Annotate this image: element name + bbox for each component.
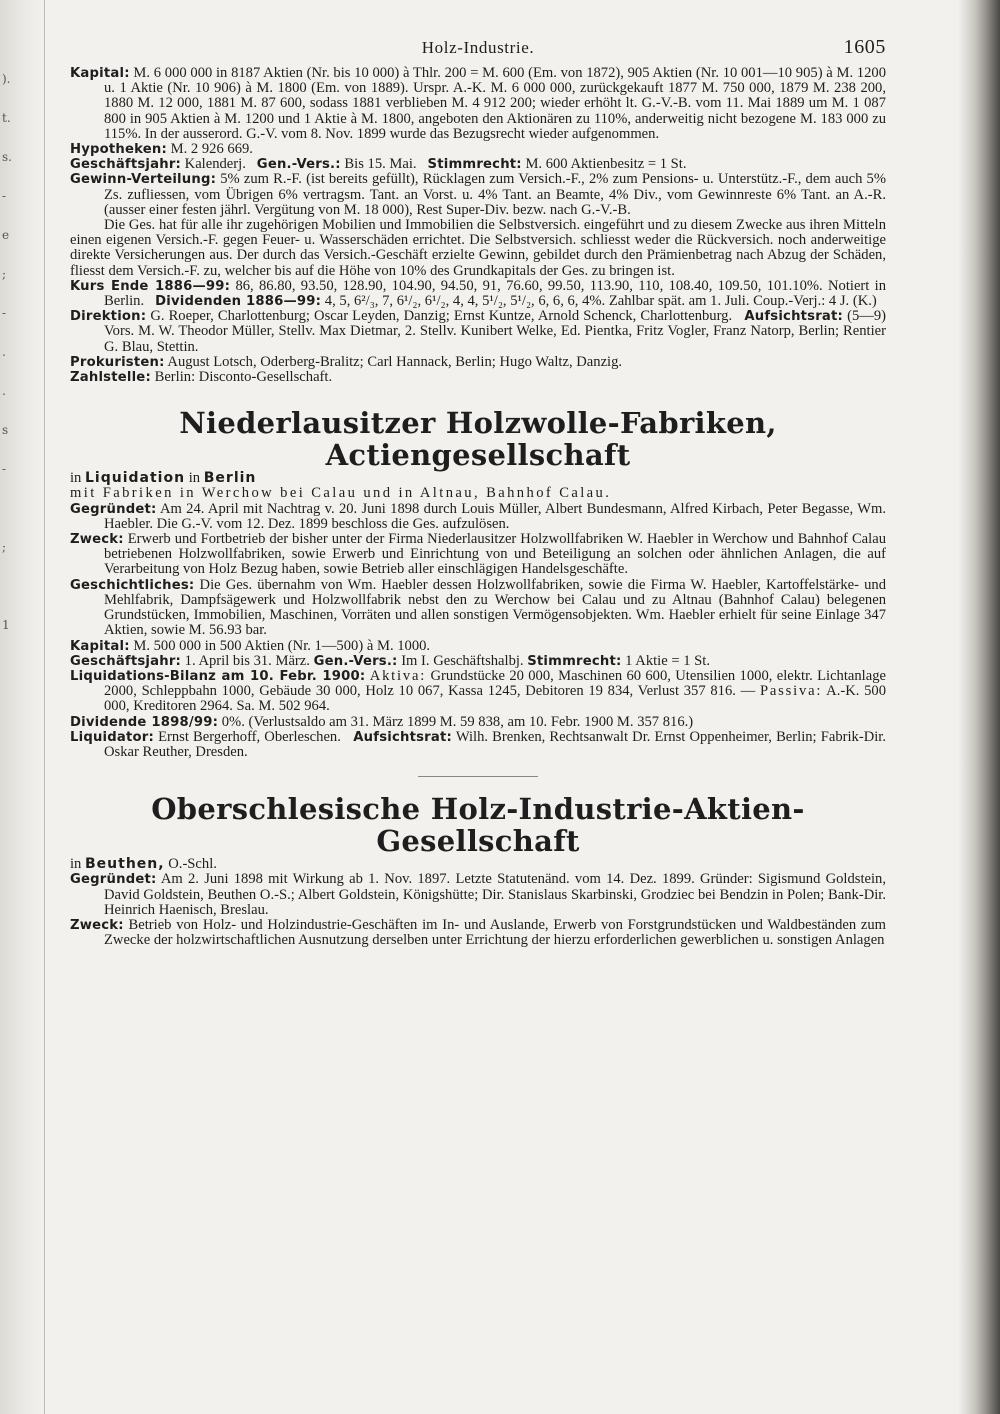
- gegruendet-text-2: Am 2. Juni 1898 mit Wirkung ab 1. Nov. 1897. Letzte Statutenänd. vom 14. Dez. 1899. Gründer: Sigismund Goldstein, David Goldstein, Beuthen O.-S.; Albert Goldstein, Königshütte; Dir. Stanislaus Skarbinski, Grodziec bei Bendzin in Polen; Bank-Dir. Heinrich Haenisch, Breslau.: [104, 871, 886, 918]
- margin-mark: s.: [2, 150, 12, 164]
- bilanz-label: Liquidations-Bilanz am 10. Febr. 1900:: [70, 668, 366, 684]
- prokuristen-text: August Lotsch, Oderberg-Bralitz; Carl Hannack, Berlin; Hugo Waltz, Danzig.: [167, 353, 623, 370]
- geschichtliches-label: Geschichtliches:: [70, 577, 195, 593]
- margin-mark: t.: [2, 111, 11, 125]
- dividenden-text: 4, 5, 6²/₃, 7, 6¹/₂, 6¹/₂, 4, 4, 5¹/₂, 5¹/₂, 6, 6, 6, 4%. Zahlbar spät. am 1. Juli. Coup.-Verj.: 4 J. (K.): [324, 293, 877, 310]
- zahlstelle-text: Berlin: Disconto-Gesellschaft.: [154, 369, 333, 386]
- sub-city-2: Beuthen,: [85, 856, 165, 873]
- zweck-text-2: Betrieb von Holz- und Holzindustrie-Geschäften im In- und Auslande, Erwerb von Forstgrundstücken und Waldbeständen zum Zwecke der holzwirtschaftlichen Ausnutzung derselben unter Errichtung der hierzu erforderlichen gewerblichen u. sonstigen Anlagen: [104, 916, 887, 949]
- geschaeftsjahr-paragraph: [70, 157, 886, 172]
- kurs-text: 86, 86.80, 93.50, 128.90, 104.90, 94.50, 91, 76.60, 99.50, 113.90, 110, 108.40, 109.50, 101.10%. Notiert in Berlin.: [104, 277, 886, 310]
- margin-mark: -: [2, 462, 7, 476]
- genvers-text: Bis 15. Mai.: [344, 156, 417, 173]
- entry-niederlausitzer: [70, 407, 886, 760]
- direktion-label: Direktion:: [70, 309, 147, 325]
- genvers-label-2: Gen.-Vers.:: [313, 653, 398, 669]
- geschaeftsjahr-label-2: Geschäftsjahr:: [70, 653, 181, 669]
- company-subtitle-2: [70, 857, 886, 872]
- prokuristen-paragraph: [70, 355, 886, 370]
- geschaeftsjahr-paragraph-2: [70, 654, 886, 669]
- genvers-text-2: Im I. Geschäftshalbj.: [401, 652, 524, 669]
- margin-mark: 1: [2, 618, 10, 632]
- prokuristen-label: Prokuristen:: [70, 354, 165, 370]
- dividenden-label: Dividenden 1886—99:: [155, 294, 322, 310]
- company-location: mit Fabriken in Werchow bei Calau und in Altnau, Bahnhof Calau.: [70, 485, 612, 502]
- zahlstelle-label: Zahlstelle:: [70, 370, 151, 386]
- page-number: 1605: [843, 36, 886, 58]
- gewinn-text: 5% zum R.-F. (ist bereits gefüllt), Rücklagen zum Versich.-F., 2% zum Pensions- u. Unterstütz.-F., dem auch 5% Zs. zufliessen, vom Übrigen 6% vertragsm. Tant. an Vorst. u. 4% Tant. an Beamte, 4% Div., vom Gewinnreste 6% Tant. an A.-R. (ausser einer festen jährl. Vergütung von M. 18 000), Rest Super-Div. bezw. nach G.-V.-B.: [104, 171, 886, 218]
- aufsichtsrat-label: Aufsichtsrat:: [744, 309, 844, 325]
- running-head-title: Holz-Industrie.: [421, 38, 535, 57]
- gegruendet-label: Gegründet:: [70, 501, 157, 517]
- geschichtliches-text: Die Ges. übernahm von Wm. Haebler dessen Holzwollfabriken, sowie die Firma W. Haebler, Kartoffelstärke- und Mehlfabrik, Dampfsägewerk und Holzwollfabrik nebst den zu Werchow bei Calau und zu Altnau (Bahnhof Calau) belegenen Grundstücken, Immobilien, Maschinen, Vorräten und allen sonstigen Vermögensobjekten. Wm. Haebler erhielt für seine Einlage 347 Aktien, sowie M. 56.93 bar.: [104, 576, 886, 639]
- gewinn-label: Gewinn-Verteilung:: [70, 172, 217, 188]
- running-head: [70, 36, 886, 66]
- bilanz-aktiva-word: Aktiva:: [369, 667, 427, 684]
- margin-mark: [2, 762, 14, 801]
- liquidator-text: Ernst Bergerhoff, Oberleschen.: [158, 728, 341, 745]
- hypotheken-label: Hypotheken:: [70, 142, 167, 158]
- bilanz-paragraph: [70, 669, 886, 715]
- left-page-gutter: [0, 0, 45, 1414]
- margin-mark: s: [2, 423, 9, 437]
- kapital-paragraph: [70, 66, 886, 142]
- bilanz-passiva-text: A.-K. 500 000, Kreditoren 2964. Sa. M. 502 964.: [104, 683, 887, 715]
- bilanz-aktiva-text: Grundstücke 20 000, Maschinen 60 600, Utensilien 1000, elektr. Lichtanlage 2000, Schleppbahn 1000, Gebäude 30 000, Holz 10 067, Kassa 1245, Debitoren 19 834, Verlust 357 816. —: [104, 667, 886, 700]
- margin-mark: -: [2, 189, 7, 203]
- margin-mark: [2, 723, 14, 762]
- margin-mark: [2, 801, 14, 840]
- binding-edge: [958, 0, 1000, 1414]
- stimmrecht-label-2: Stimmrecht:: [527, 653, 622, 669]
- kurs-paragraph: [70, 279, 886, 309]
- zahlstelle-paragraph: [70, 370, 886, 385]
- direktion-paragraph: [70, 309, 886, 355]
- hypotheken-paragraph: [70, 142, 886, 157]
- kapital-label: Kapital:: [70, 66, 130, 81]
- sub-liquidation: Liquidation: [85, 470, 186, 487]
- sub-city: Berlin: [203, 470, 257, 487]
- left-margin-marks: [2, 60, 14, 840]
- kapital-text-2: M. 500 000 in 500 Aktien (Nr. 1—500) à M. 1000.: [133, 637, 431, 654]
- company-subtitle: [70, 471, 886, 486]
- gegruendet-label-2: Gegründet:: [70, 872, 157, 888]
- aufsichtsrat-text: (5—9) Vors. M. W. Theodor Müller, Stellv. Max Dietmar, 2. Stellv. Kunibert Welke, Ed. Pientka, Fritz Vogler, Franz Natorp, Berlin; Rentier G. Blau, Stettin.: [104, 308, 887, 355]
- liquidator-paragraph: [70, 730, 886, 760]
- geschaeftsjahr-text: Kalenderj.: [184, 156, 246, 173]
- geschichtliches-paragraph: [70, 578, 886, 639]
- zweck-paragraph-2: [70, 918, 886, 948]
- margin-mark: .: [2, 345, 6, 359]
- hypotheken-text: M. 2 926 669.: [170, 141, 253, 158]
- zweck-label-2: Zweck:: [70, 917, 124, 933]
- document-page: [70, 36, 886, 948]
- stimmrecht-text: M. 600 Aktienbesitz = 1 St.: [525, 156, 687, 173]
- genvers-label: Gen.-Vers.:: [256, 157, 341, 173]
- company-title-2: Oberschlesische Holz-Industrie-Aktien-Gesellschaft: [151, 792, 805, 859]
- stimmrecht-text-2: 1 Aktie = 1 St.: [625, 652, 710, 669]
- margin-mark: [2, 645, 14, 684]
- dividende-paragraph: [70, 715, 886, 730]
- margin-mark: ).: [2, 72, 11, 86]
- margin-mark: [2, 489, 14, 528]
- dividende-text: 0%. (Verlustsaldo am 31. März 1899 M. 59 838, am 10. Febr. 1900 M. 357 816.): [221, 713, 694, 730]
- entry-continued: [70, 66, 886, 385]
- kapital-text: M. 6 000 000 in 8187 Aktien (Nr. bis 10 000) à Thlr. 200 = M. 600 (Em. von 1872), 905 Aktien (Nr. 10 001—10 905) à M. 1200 u. 1 Aktie (Nr. 10 906) à M. 1800 (Em. von 1889). Urspr. A.-K. M. 6 000 000, zurückgekauft 1877 M. 750 000, 1879 M. 238 200, 1880 M. 12 000, 1881 M. 87 600, sodass 1881 verblieben M. 4 912 200; wieder erhöht lt. G.-V.-B. vom 11. Mai 1889 um M. 1 087 800 in 905 Aktien à M. 1200 und 1 Aktie à M. 1800, angeboten den Aktionären zu 110%, anderweitig nicht bezogene M. 183 000 zu 115%. In der ausserord. G.-V. vom 8. Nov. 1899 wurde das Bezugsrecht wieder aufgenommen.: [104, 65, 886, 142]
- sub-suffix-2: O.-Schl.: [168, 856, 217, 873]
- sub-prefix-2: in: [70, 856, 82, 873]
- geschaeftsjahr-label: Geschäftsjahr:: [70, 157, 181, 173]
- versicherung-paragraph: Die Ges. hat für alle ihr zugehörigen Mobilien und Immobilien die Selbstversich. eingeführt und zu diesem Zwecke aus ihren Mitteln einen eigenen Versich.-F. gegen Feuer- u. Wasserschäden errichtet. Die Selbstversich. schliesst weder die Rückversich. noch anderweitige direkte Versicherungen aus. Der durch das Versich.-Geschäft erzielte Gewinn, gebildet durch den Prämienbetrag nach Abzug der Schäden, fliesst dem Versich.-F. zu, welcher bis auf die Höhe von 10% des Grundkapitals der Ges. zu bringen ist.: [70, 217, 886, 279]
- margin-mark: [2, 684, 14, 723]
- aufsichtsrat-text-2: Wilh. Brenken, Rechtsanwalt Dr. Ernst Oppenheimer, Berlin; Fabrik-Dir. Oskar Reuther, Dresden.: [104, 728, 886, 760]
- liquidator-label: Liquidator:: [70, 729, 154, 745]
- bilanz-passiva-word: Passiva:: [759, 683, 823, 700]
- gegruendet-text: Am 24. April mit Nachtrag v. 20. Juni 1898 durch Louis Müller, Albert Bundesmann, Alfred Kirbach, Peter Begasse, Wm. Haebler. Die G.-V. vom 12. Dez. 1899 beschloss die Ges. aufzulösen.: [104, 500, 886, 532]
- dividende-label: Dividende 1898/99:: [70, 714, 219, 730]
- margin-mark: e: [2, 228, 10, 242]
- aufsichtsrat-label-2: Aufsichtsrat:: [353, 729, 452, 745]
- section-divider: [418, 776, 538, 777]
- gegruendet-paragraph: [70, 502, 886, 532]
- margin-mark: [2, 567, 14, 606]
- sub-mid: in: [188, 470, 201, 487]
- zweck-paragraph: [70, 532, 886, 578]
- margin-mark: -: [2, 306, 7, 320]
- stimmrecht-label: Stimmrecht:: [427, 157, 522, 173]
- entry-oberschlesische: [70, 793, 886, 948]
- kapital-paragraph-2: [70, 639, 886, 654]
- sub-prefix: in: [70, 470, 82, 487]
- gegruendet-paragraph-2: [70, 872, 886, 918]
- kapital-label-2: Kapital:: [70, 638, 130, 654]
- zweck-text: Erwerb und Fortbetrieb der bisher unter der Firma Niederlausitzer Holzwollfabriken W. Haebler in Werchow und Bahnhof Calau betriebenen Holzwollfabriken, sowie Erwerb und Einrichtung von und Beteiligung an solchen oder ähnlichen Anlagen, die auf Verarbeitung von Holz Bezug haben, sowie Betrieb aller einschlägigen Handelsgeschäfte.: [104, 531, 886, 578]
- gewinn-paragraph: [70, 172, 886, 218]
- direktion-text: G. Roeper, Charlottenburg; Oscar Leyden, Danzig; Ernst Kuntze, Arnold Schenck, Charlottenburg.: [150, 308, 733, 325]
- geschaeftsjahr-text-2: 1. April bis 31. März.: [184, 652, 310, 669]
- margin-mark: .: [2, 384, 6, 398]
- margin-mark: ;: [2, 267, 7, 281]
- zweck-label: Zweck:: [70, 532, 124, 548]
- kurs-label: Kurs Ende 1886—99:: [70, 278, 231, 294]
- company-title: Niederlausitzer Holzwolle-Fabriken, Actiengesellschaft: [179, 406, 777, 473]
- margin-mark: ;: [2, 540, 7, 554]
